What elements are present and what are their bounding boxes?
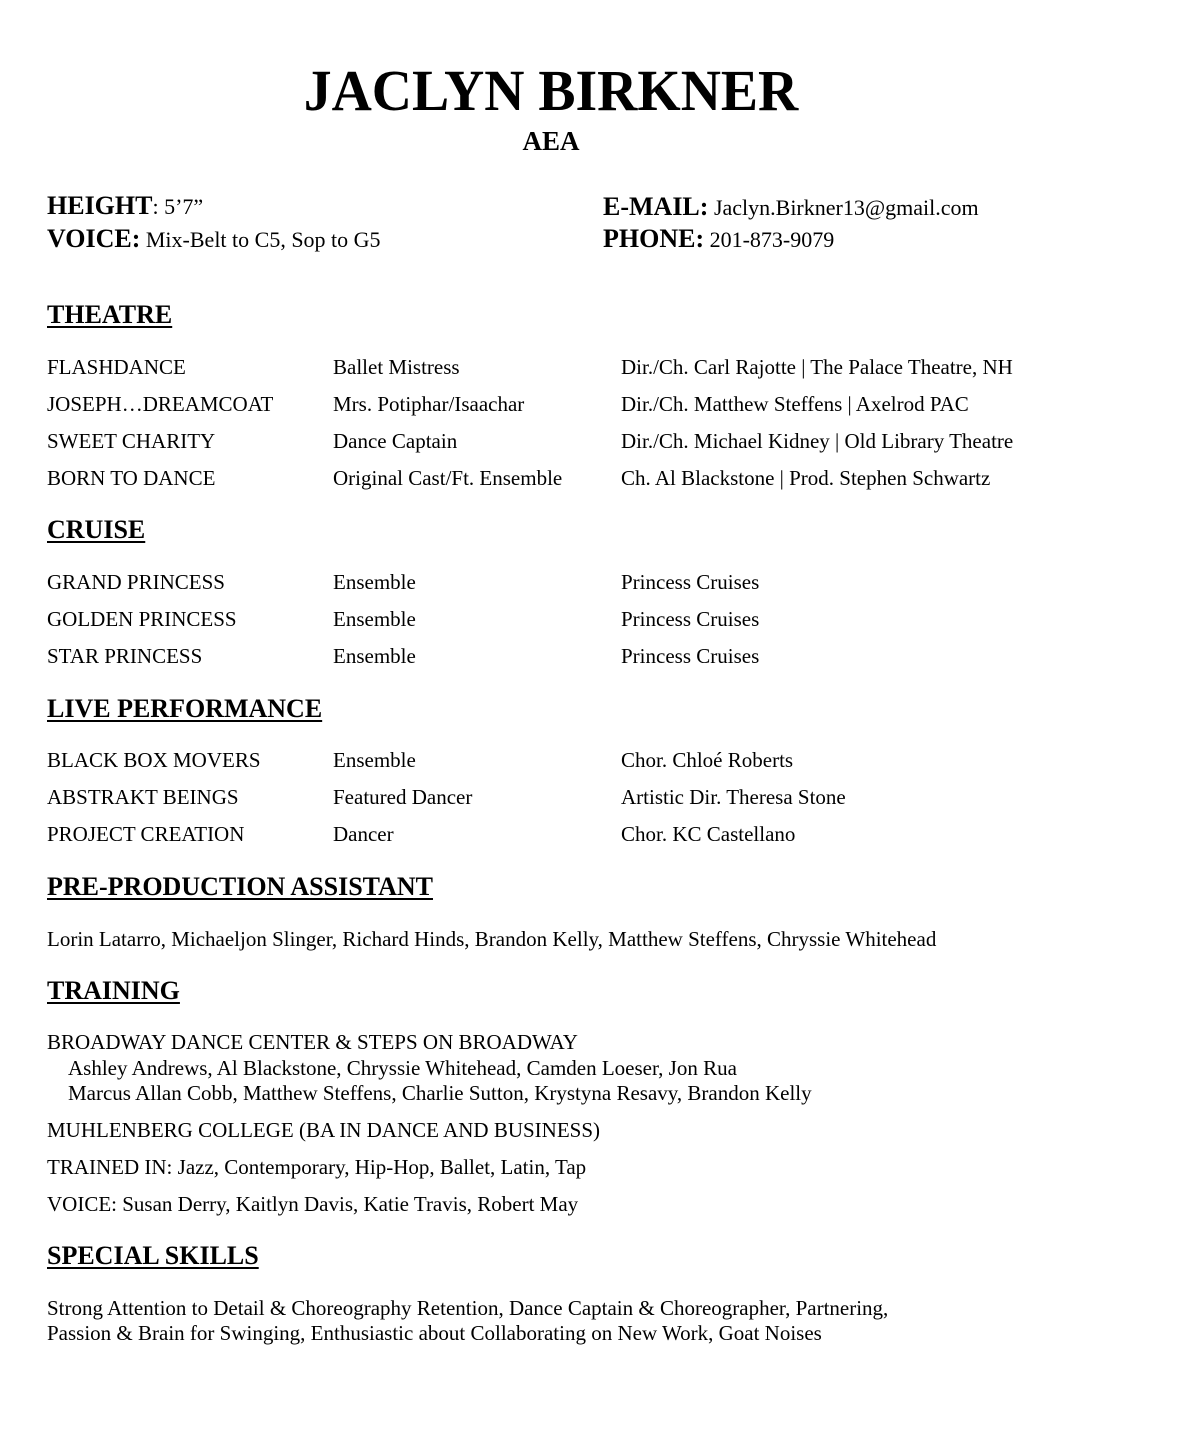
credit-title: FLASHDANCE: [47, 355, 186, 379]
email-label: E-MAIL:: [603, 192, 709, 221]
pre-production-names: Lorin Latarro, Michaeljon Slinger, Richard Hinds, Brandon Kelly, Matthew Steffens, Chryssie Whitehead: [47, 927, 937, 951]
credit-row: [0, 819, 1178, 849]
credit-row: [0, 641, 1178, 671]
credit-role: Ensemble: [333, 644, 416, 668]
training-college: MUHLENBERG COLLEGE (BA IN DANCE AND BUSINESS): [47, 1118, 601, 1142]
credit-title: BLACK BOX MOVERS: [47, 748, 261, 772]
credit-title: PROJECT CREATION: [47, 822, 245, 846]
training-voice: VOICE: Susan Derry, Kaitlyn Davis, Katie Travis, Robert May: [47, 1192, 579, 1216]
credit-title: GOLDEN PRINCESS: [47, 607, 237, 631]
performer-name: JACLYN BIRKNER: [303, 58, 799, 123]
email-line: [603, 192, 979, 223]
credit-row: [0, 604, 1178, 634]
credit-role: Mrs. Potiphar/Isaachar: [333, 392, 525, 416]
credit-detail: Dir./Ch. Michael Kidney | Old Library Theatre: [621, 429, 1014, 453]
credit-row: [0, 567, 1178, 597]
credit-detail: Princess Cruises: [621, 570, 760, 594]
credit-row: [0, 745, 1178, 775]
credit-title: BORN TO DANCE: [47, 466, 216, 490]
credit-detail: Chor. Chloé Roberts: [621, 748, 794, 772]
training-styles: TRAINED IN: Jazz, Contemporary, Hip-Hop, Ballet, Latin, Tap: [47, 1155, 587, 1179]
credit-detail: Dir./Ch. Matthew Steffens | Axelrod PAC: [621, 392, 969, 416]
credit-title: STAR PRINCESS: [47, 644, 203, 668]
training-studio: BROADWAY DANCE CENTER & STEPS ON BROADWAY: [47, 1030, 578, 1054]
credit-title: SWEET CHARITY: [47, 429, 216, 453]
section-heading-training: TRAINING: [47, 976, 180, 1005]
credit-role: Dancer: [333, 822, 394, 846]
credit-row: [0, 352, 1178, 382]
special-skills-text: Strong Attention to Detail & Choreography Retention, Dance Captain & Choreographer, Partnering,: [47, 1296, 889, 1320]
credit-detail: Princess Cruises: [621, 644, 760, 668]
email-value: Jaclyn.Birkner13@gmail.com: [708, 195, 979, 220]
credit-title: JOSEPH…DREAMCOAT: [47, 392, 274, 416]
height-label: HEIGHT: [47, 191, 153, 220]
section-heading-theatre: THEATRE: [47, 300, 173, 329]
phone-line: [603, 224, 834, 255]
credit-title: GRAND PRINCESS: [47, 570, 225, 594]
section-heading-special-skills: SPECIAL SKILLS: [47, 1241, 259, 1270]
credit-detail: Dir./Ch. Carl Rajotte | The Palace Theatre, NH: [621, 355, 1013, 379]
phone-label: PHONE:: [603, 224, 705, 253]
training-teachers: Marcus Allan Cobb, Matthew Steffens, Charlie Sutton, Krystyna Resavy, Brandon Kelly: [68, 1081, 812, 1105]
credit-row: [0, 782, 1178, 812]
voice-value: Mix-Belt to C5, Sop to G5: [140, 227, 381, 252]
credit-role: Ensemble: [333, 570, 416, 594]
height-line: [47, 191, 203, 222]
credit-role: Dance Captain: [333, 429, 458, 453]
special-skills-text: Passion & Brain for Swinging, Enthusiastic about Collaborating on New Work, Goat Noises: [47, 1321, 822, 1345]
credit-detail: Princess Cruises: [621, 607, 760, 631]
credit-role: Featured Dancer: [333, 785, 473, 809]
height-value: : 5’7”: [152, 194, 204, 219]
credit-title: ABSTRAKT BEINGS: [47, 785, 239, 809]
credit-row: [0, 389, 1178, 419]
section-heading-live-performance: LIVE PERFORMANCE: [47, 694, 323, 723]
training-teachers: Ashley Andrews, Al Blackstone, Chryssie Whitehead, Camden Loeser, Jon Rua: [68, 1056, 737, 1080]
section-heading-cruise: CRUISE: [47, 515, 146, 544]
credit-detail: Chor. KC Castellano: [621, 822, 796, 846]
credit-role: Original Cast/Ft. Ensemble: [333, 466, 563, 490]
voice-line: [47, 224, 381, 255]
voice-label: VOICE:: [47, 224, 141, 253]
union-affiliation: AEA: [522, 126, 580, 156]
credit-role: Ensemble: [333, 607, 416, 631]
credit-detail: Artistic Dir. Theresa Stone: [621, 785, 846, 809]
credit-role: Ballet Mistress: [333, 355, 460, 379]
credit-role: Ensemble: [333, 748, 416, 772]
credit-row: [0, 463, 1178, 493]
credit-row: [0, 426, 1178, 456]
phone-value: 201-873-9079: [704, 227, 835, 252]
section-heading-pre-production: PRE-PRODUCTION ASSISTANT: [47, 872, 433, 901]
credit-detail: Ch. Al Blackstone | Prod. Stephen Schwartz: [621, 466, 991, 490]
